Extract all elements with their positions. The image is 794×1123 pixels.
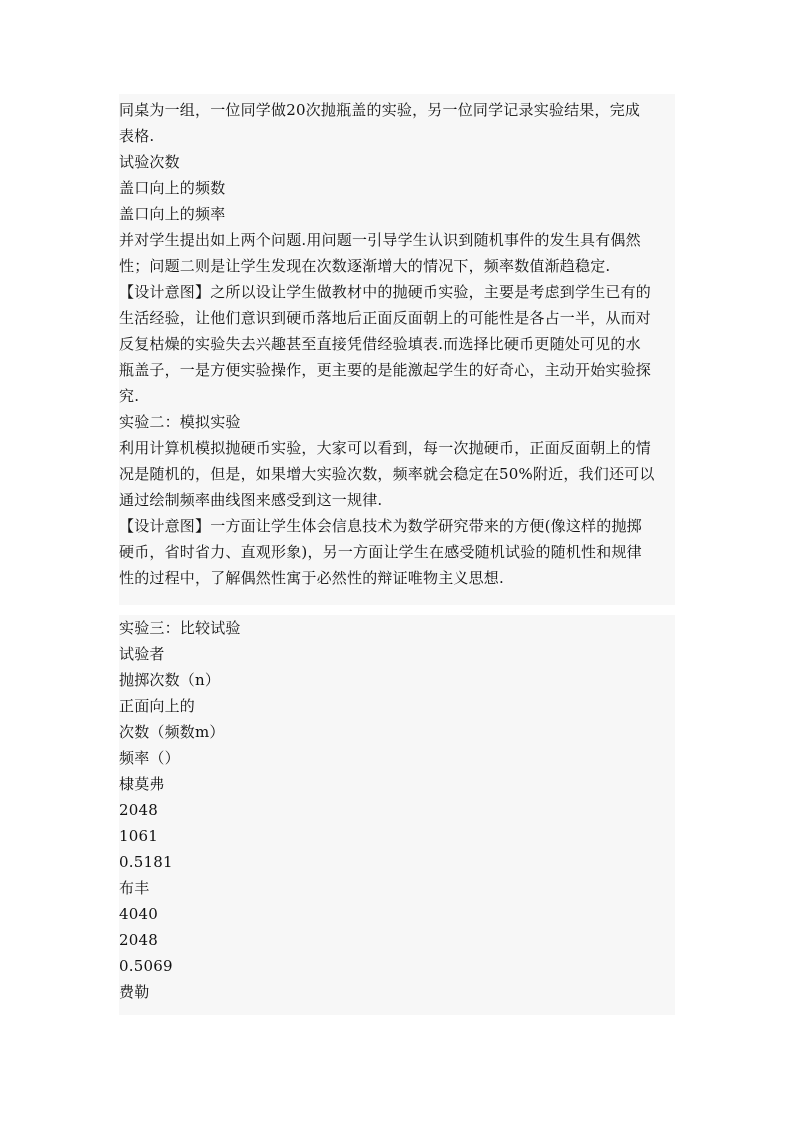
table-header-heads-count: 次数（频数m） [119, 723, 225, 741]
text-section-experiments-1-2 [119, 94, 675, 605]
table-header-experimenter: 试验者 [119, 645, 165, 663]
table-header-cap-up-frequency-count: 盖口向上的频数 [119, 179, 226, 197]
paragraph-line: 通过绘制频率曲线图来感受到这一规律. [119, 491, 383, 509]
table-header-trial-count: 试验次数 [119, 153, 180, 171]
section-heading-experiment-2: 实验二：模拟实验 [119, 413, 241, 431]
design-intent-line: 【设计意图】一方面让学生体会信息技术为数学研究带来的方便(像这样的抛掷 [119, 517, 642, 535]
section-heading-experiment-3: 实验三：比较试验 [119, 619, 241, 637]
paragraph-line: 表格. [119, 127, 155, 145]
table-cell-heads: 2048 [119, 931, 158, 949]
table-header-heads-up: 正面向上的 [119, 697, 196, 715]
table-cell-frequency: 0.5181 [119, 853, 173, 871]
table-cell-throws: 4040 [119, 905, 158, 923]
design-intent-line: 反复枯燥的实验失去兴趣甚至直接凭借经验填表.而选择比硬币更随处可见的水 [119, 335, 641, 353]
design-intent-line: 硬币，省时省力、直观形象)，另一方面让学生在感受随机试验的随机性和规律 [119, 543, 642, 561]
table-cell-experimenter: 布丰 [119, 879, 150, 897]
table-cell-heads: 1061 [119, 827, 158, 845]
design-intent-line: 性的过程中，了解偶然性寓于必然性的辩证唯物主义思想. [119, 569, 504, 587]
design-intent-line: 【设计意图】之所以设让学生做教材中的抛硬币实验，主要是考虑到学生已有的 [119, 283, 652, 301]
design-intent-line: 瓶盖子，一是方便实验操作，更主要的是能激起学生的好奇心，主动开始实验探 [119, 361, 652, 379]
paragraph-line: 况是随机的，但是，如果增大实验次数，频率就会稳定在50%附近，我们还可以 [119, 465, 655, 483]
table-header-throw-count: 抛掷次数（n） [119, 671, 221, 689]
design-intent-line: 生活经验，让他们意识到硬币落地后正面反面朝上的可能性是各占一半，从而对 [119, 309, 652, 327]
paragraph-line: 同桌为一组，一位同学做20次抛瓶盖的实验，另一位同学记录实验结果，完成 [119, 101, 641, 119]
paragraph-line: 性；问题二则是让学生发现在次数逐渐增大的情况下，频率数值渐趋稳定. [119, 257, 611, 275]
design-intent-line: 究. [119, 387, 140, 405]
table-header-cap-up-frequency-rate: 盖口向上的频率 [119, 205, 226, 223]
table-cell-throws: 2048 [119, 801, 158, 819]
table-cell-frequency: 0.5069 [119, 957, 173, 975]
paragraph-line: 并对学生提出如上两个问题.用问题一引导学生认识到随机事件的发生具有偶然 [119, 231, 641, 249]
paragraph-line: 利用计算机模拟抛硬币实验，大家可以看到，每一次抛硬币，正面反面朝上的情 [119, 439, 652, 457]
table-cell-experimenter: 费勒 [119, 983, 150, 1001]
table-header-frequency: 频率（） [119, 749, 180, 767]
table-cell-experimenter: 棣莫弗 [119, 775, 165, 793]
text-section-experiment-3 [119, 615, 675, 1015]
